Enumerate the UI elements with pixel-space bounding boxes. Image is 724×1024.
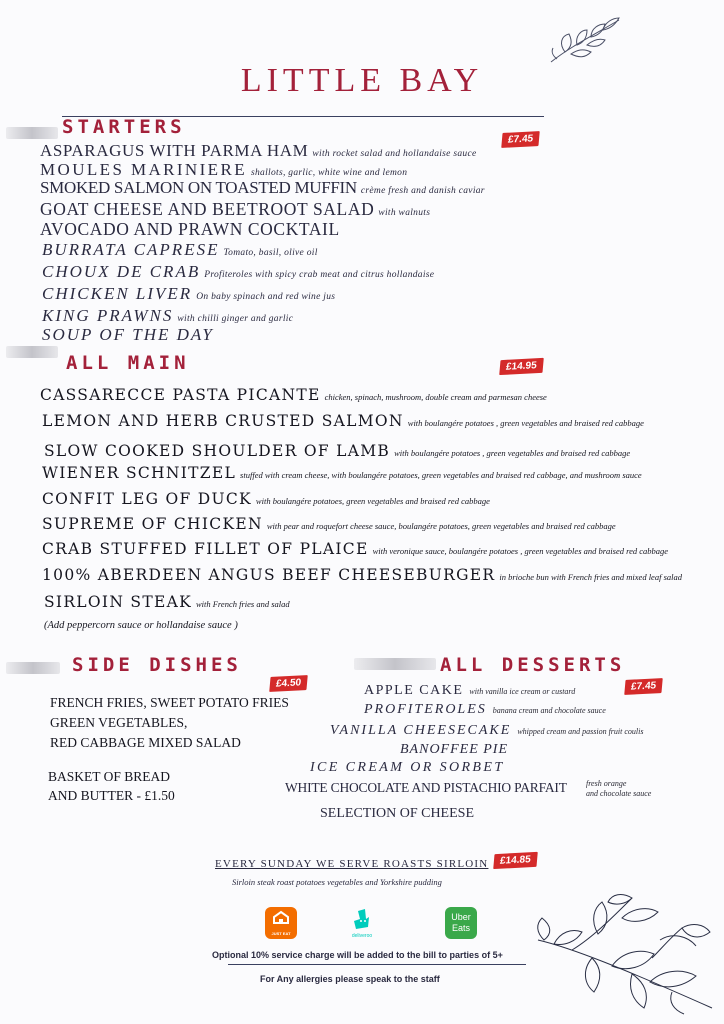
leaf-sprig-icon [545,12,625,68]
item-name: CHICKEN LIVER [42,284,193,303]
section-smudge [6,346,58,358]
item-desc: banana cream and chocolate sauce [492,706,606,715]
item-desc: with chilli ginger and garlic [177,314,294,324]
item-name: CRAB STUFFED FILLET OF PLAICE [42,540,369,558]
leaf-branch-icon [532,888,718,1016]
sauce-note: (Add peppercorn sauce or hollandaise sauce ) [44,620,238,631]
side-item: GREEN VEGETABLES, [50,715,188,730]
item-name: ICE CREAM OR SORBET [310,760,505,775]
item-name: WHITE CHOCOLATE AND PISTACHIO PARFAIT [285,780,567,795]
menu-item [44,442,630,461]
sunday-price-tag: £14.85 [493,852,537,869]
item-name: KING PRAWNS [42,306,174,325]
menu-item [285,779,567,797]
item-name: AVOCADO AND PRAWN COCKTAIL [40,219,340,239]
item-desc: Profiteroles with spicy crab meat and citrus hollandaise [204,270,435,280]
menu-item [400,740,508,758]
bread-line: AND BUTTER - £1.50 [48,788,175,803]
menu-item [364,681,575,699]
menu-item [42,306,293,326]
uber-eats-logo [445,907,477,939]
menu-item [42,412,644,431]
item-name: APPLE CAKE [364,683,464,698]
menu-item [310,758,505,776]
item-name: LEMON AND HERB CRUSTED SALMON [42,412,404,430]
mains-price-tag: £14.95 [499,358,543,375]
item-desc: chicken, spinach, mushroom, double cream and parmesan cheese [324,392,547,402]
house-icon [265,907,297,931]
sides-heading: SIDE DISHES [72,654,242,676]
item-desc: in brioche bun with French fries and mixed leaf salad [499,572,682,582]
item-name: SUPREME OF CHICKEN [42,515,263,533]
menu-item [320,804,474,822]
kangaroo-icon [346,907,378,931]
menu-item [42,262,434,282]
item-desc: with rocket salad and hollandaise sauce [312,149,477,159]
menu-item [42,490,490,509]
item-name: CONFIT LEG OF DUCK [42,490,252,508]
bread-line: BASKET OF BREAD [48,769,171,784]
desserts-price-tag: £7.45 [624,678,663,695]
mains-heading: ALL MAIN [66,352,190,374]
item-name: SIRLOIN STEAK [44,593,192,611]
item-name: GOAT CHEESE AND BEETROOT SALAD [40,199,375,219]
menu-item [42,515,616,534]
sunday-desc: Sirloin steak roast potatoes vegetables and Yorkshire pudding [232,877,442,887]
item-name: ASPARAGUS WITH PARMA HAM [40,141,309,160]
item-desc: whipped cream and passion fruit coulis [517,727,644,736]
starters-heading: STARTERS [62,116,186,138]
item-desc: with boulangére potatoes , green vegetables and braised red cabbage [407,418,644,428]
item-desc: with French fries and salad [195,599,290,609]
menu-item [42,284,335,304]
item-desc: with vanilla ice cream or custard [469,687,576,696]
item-desc: fresh orange [586,779,627,788]
section-smudge [6,662,60,674]
item-desc: On baby spinach and red wine jus [196,292,336,302]
menu-item [42,464,642,483]
menu-item [40,141,477,161]
starters-price-tag: £7.45 [501,131,540,148]
menu-item [40,219,340,240]
item-desc: with boulangére potatoes , green vegetables and braised red cabbage [394,448,631,458]
menu-item [42,240,318,260]
item-name: SOUP OF THE DAY [42,325,214,344]
menu-item [44,593,290,612]
side-item: RED CABBAGE MIXED SALAD [50,735,241,750]
uber-label: Uber [451,912,471,922]
item-desc: with walnuts [378,208,431,218]
item-desc: and chocolate sauce [586,789,652,798]
item-desc: with veronique sauce, boulangére potatoes , green vegetables and braised red cabbage [372,546,669,556]
menu-item [40,199,430,220]
item-name: WIENER SCHNITZEL [42,464,237,482]
sunday-heading: EVERY SUNDAY WE SERVE ROASTS SIRLOIN [215,858,489,870]
footer-divider [228,964,526,965]
sides-price-tag: £4.50 [269,675,308,692]
deliveroo-label: deliveroo [351,933,373,939]
section-smudge [6,127,58,139]
item-name: BANOFFEE PIE [400,742,509,757]
menu-item [364,700,606,718]
item-desc: with boulangére potatoes, green vegetables and braised red cabbage [255,496,490,506]
item-desc: with pear and roquefort cheese sauce, boulangére potatoes, green vegetables and braised red cabbage [266,521,616,531]
item-name: PROFITEROLES [364,702,487,717]
eats-label: Eats [451,923,470,933]
deliveroo-logo [346,907,378,941]
menu-item [40,178,485,198]
item-name: BURRATA CAPRESE [42,240,220,259]
allergy-note: For Any allergies please speak to the staff [260,974,440,984]
item-name: CASSARECCE PASTA PICANTE [40,386,321,404]
item-name: VANILLA CHEESECAKE [330,723,512,738]
item-name: SMOKED SALMON ON TOASTED MUFFIN [40,178,357,197]
just-eat-label: JUST EAT [271,931,291,936]
item-desc: Tomato, basil, olive oil [223,248,318,258]
menu-item [42,566,682,585]
desserts-heading: ALL DESSERTS [440,654,626,676]
item-name: 100% ABERDEEN ANGUS BEEF CHEESEBURGER [42,566,496,584]
section-smudge [354,658,436,670]
item-name: SELECTION OF CHEESE [320,806,474,821]
side-item: FRENCH FRIES, SWEET POTATO FRIES [50,695,289,710]
just-eat-logo [265,907,297,939]
restaurant-title: LITTLE BAY [240,62,484,99]
menu-item [40,160,407,180]
item-name: MOULES MARINIERE [40,160,247,179]
item-desc: shallots, garlic, white wine and lemon [250,168,408,178]
service-charge-note: Optional 10% service charge will be added to the bill to parties of 5+ [212,950,503,960]
item-desc: crème fresh and danish caviar [360,186,485,196]
menu-item [42,325,214,345]
item-desc: stuffed with cream cheese, with boulangére potatoes, green vegetables and braised red cabbage, and mushroom sauce [240,470,642,480]
menu-item [42,540,668,559]
item-name: CHOUX DE CRAB [42,262,201,281]
menu-item [40,386,547,405]
item-name: SLOW COOKED SHOULDER OF LAMB [44,442,391,460]
menu-item [330,721,643,739]
